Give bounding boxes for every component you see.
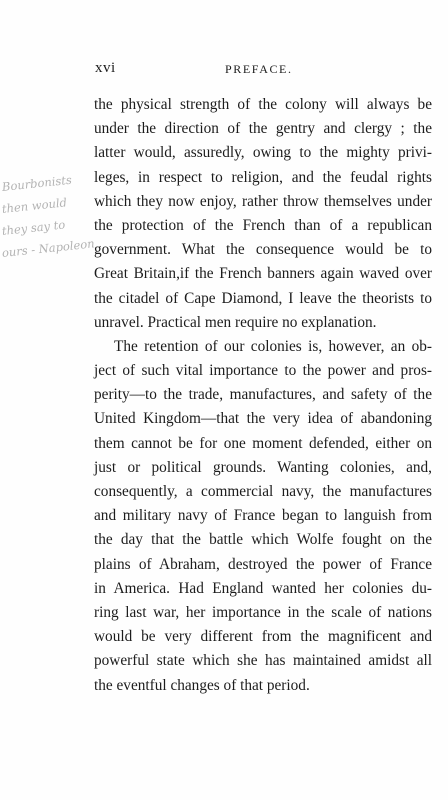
- text-line: unravel. Practical men require no explanation.: [94, 313, 377, 331]
- text-line: under the direction of the gentry and clergy ; the: [94, 120, 432, 138]
- text-line: latter would, assuredly, owing to the mighty privi-: [94, 144, 432, 162]
- text-line: plains of Abraham, destroyed the power of France: [94, 555, 432, 573]
- marginal-note-line: ours - Napoleon: [1, 236, 96, 260]
- text-line: consequently, a commercial navy, the manufactures: [94, 483, 432, 500]
- marginal-note-line: they say to: [1, 217, 66, 238]
- text-line: and military navy of France began to languish from: [94, 507, 432, 525]
- text-line: perity—to the trade, manufactures, and safety of the: [94, 386, 432, 404]
- text-line: ring last war, her importance in the scale of nations: [94, 603, 432, 621]
- text-line: the eventful changes of that period.: [94, 676, 310, 694]
- marginal-note-line: Bourbonists: [1, 172, 73, 194]
- text-line: The retention of our colonies is, however, an ob-: [114, 337, 432, 355]
- page-header: [95, 60, 395, 80]
- paragraph-1: [94, 93, 432, 335]
- text-line: ject of such vital importance to the power and pros-: [94, 362, 432, 380]
- text-line: which they now enjoy, rather throw themselves under: [94, 192, 432, 210]
- text-line: would be very different from the magnificent and: [94, 628, 432, 646]
- text-line: powerful state which she has maintained amidst all: [94, 652, 432, 670]
- text-line: just or political grounds. Wanting colonies, and,: [94, 458, 432, 476]
- page-number: xvi: [95, 60, 116, 76]
- text-line: leges, in respect to religion, and the feudal rights: [94, 168, 432, 186]
- text-line: the protection of the French than of a republican: [94, 216, 432, 234]
- running-head: PREFACE.: [225, 62, 293, 76]
- text-line: them cannot be for one moment defended, either on: [94, 434, 432, 452]
- text-line: the citadel of Cape Diamond, I leave the theorists to: [94, 289, 432, 307]
- paragraph-2: [94, 335, 432, 698]
- text-line: the physical strength of the colony will always be: [94, 96, 432, 113]
- text-line: United Kingdom—that the very idea of abandoning: [94, 410, 432, 428]
- text-line: in America. Had England wanted her colonies du-: [94, 579, 432, 597]
- marginal-note-line: then would: [1, 195, 68, 216]
- text-line: Great Britain,if the French banners again waved over: [94, 265, 432, 283]
- handwritten-marginal-note: [1, 172, 96, 264]
- body-text: [94, 93, 432, 698]
- text-line: government. What the consequence would be to: [94, 241, 432, 259]
- text-line: the day that the battle which Wolfe fought on the: [94, 531, 432, 549]
